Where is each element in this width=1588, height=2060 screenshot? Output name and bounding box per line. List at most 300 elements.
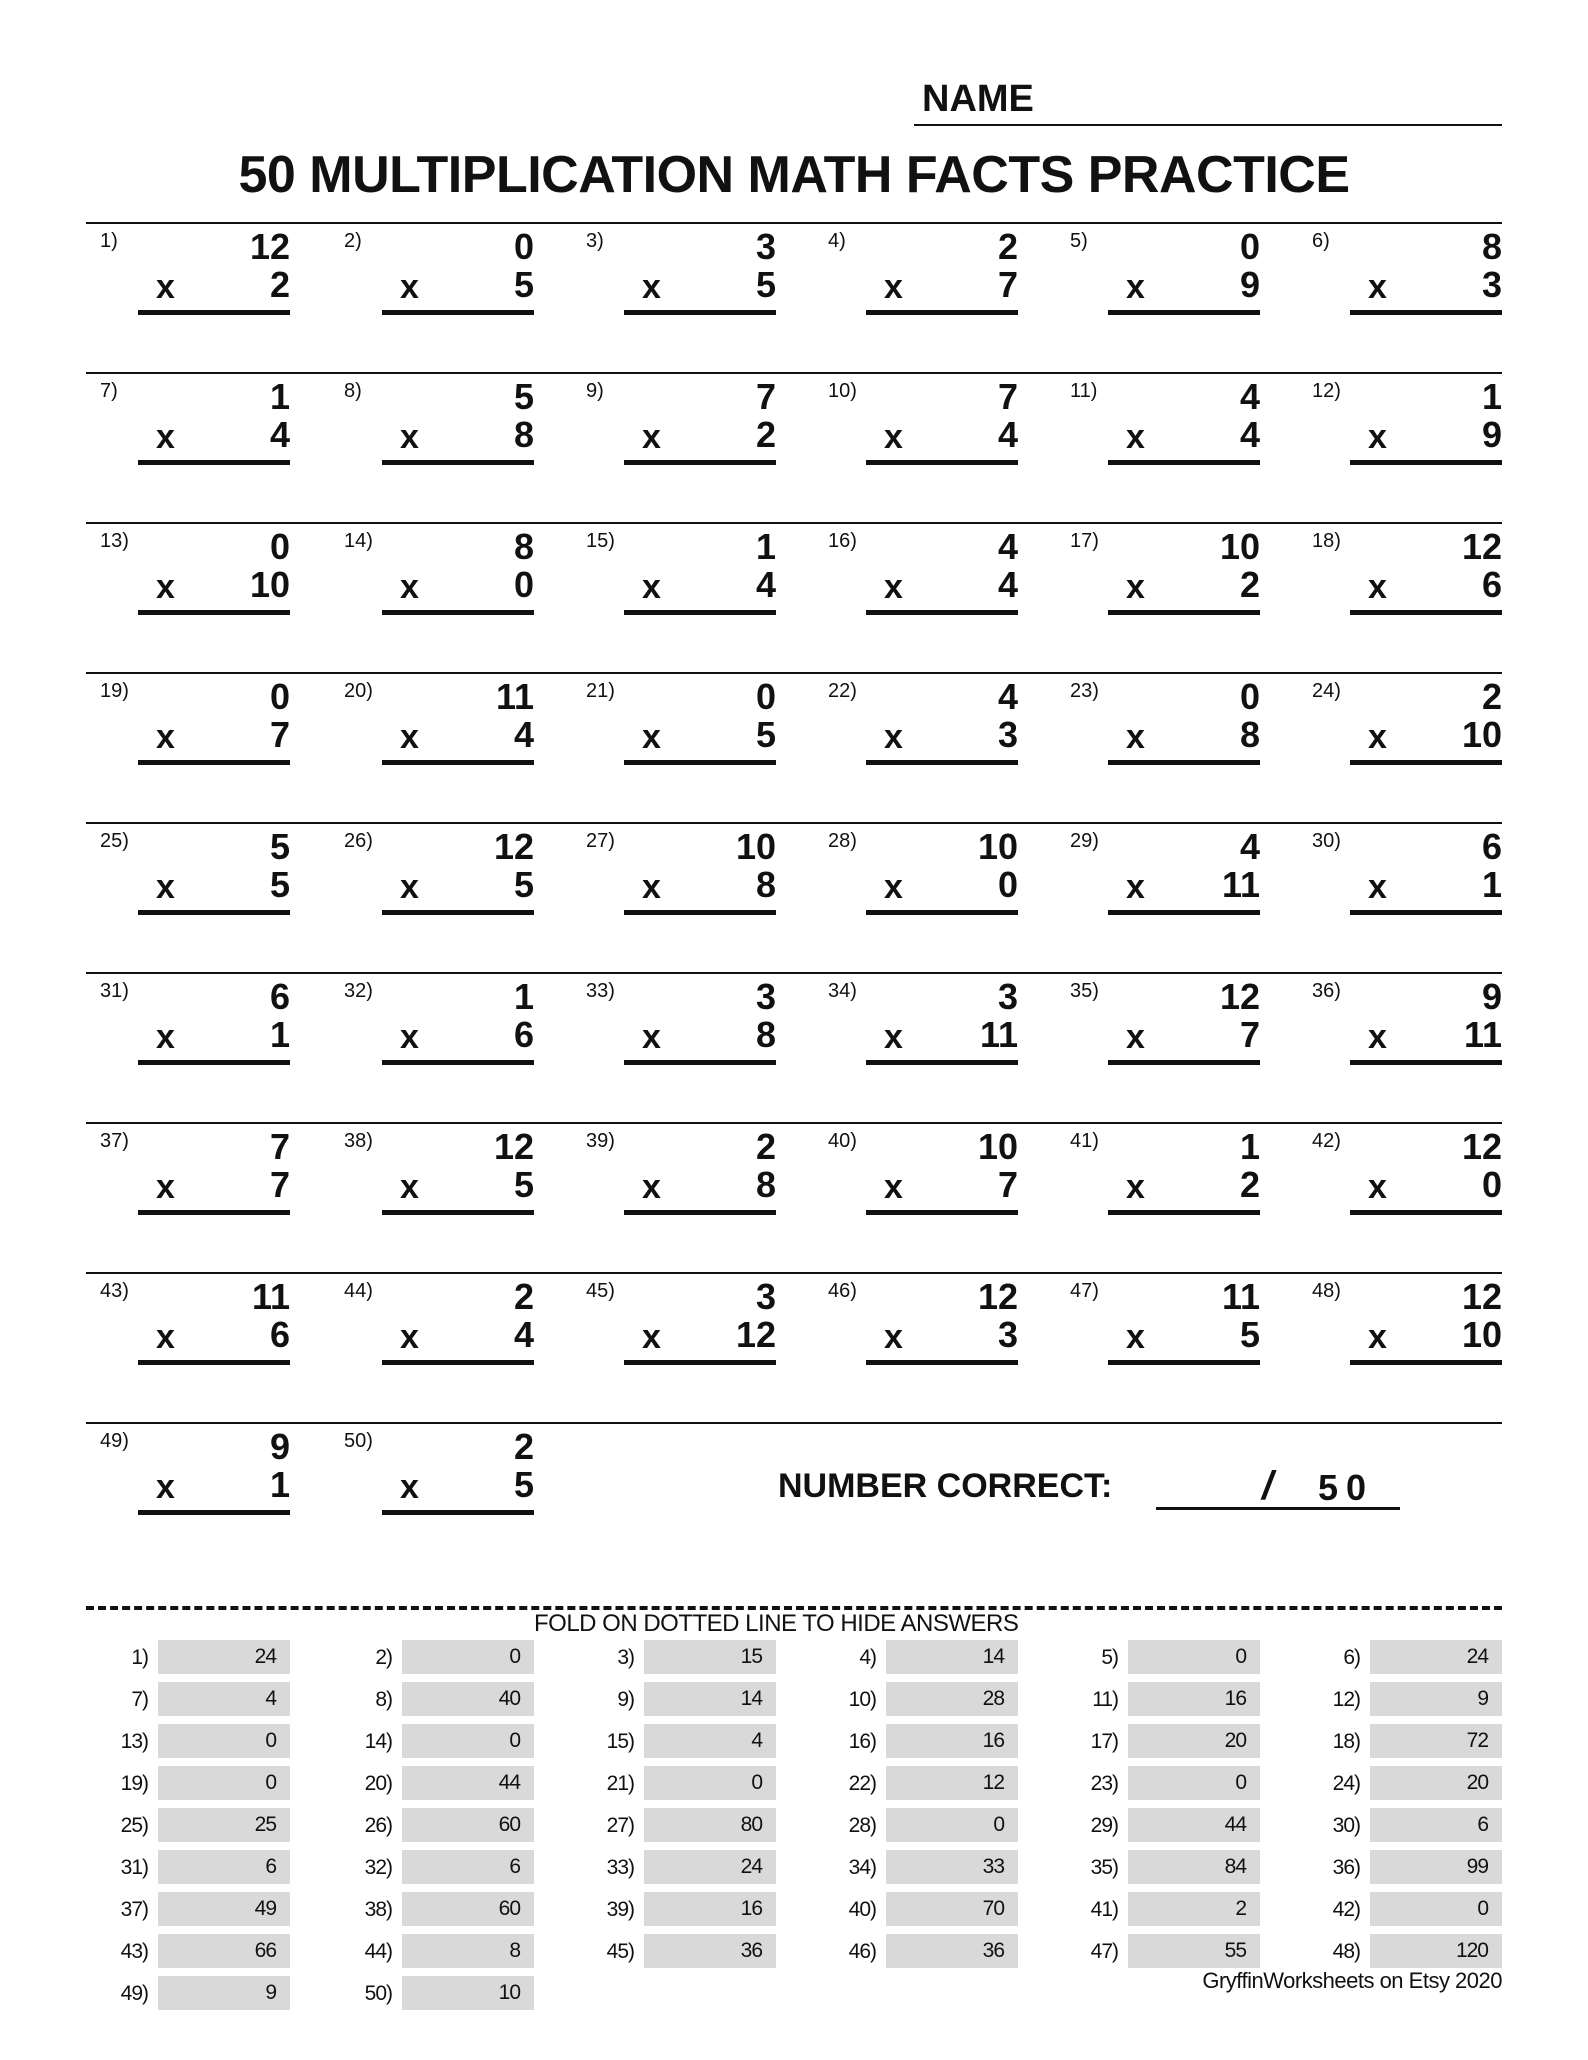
answer-key-number: 25) <box>120 1814 148 1837</box>
problem-item <box>1056 1272 1260 1382</box>
answer-key-value: 0 <box>158 1766 290 1800</box>
times-sign: x <box>156 1318 175 1356</box>
problem-item <box>1298 822 1502 932</box>
answer-line[interactable] <box>1350 310 1502 315</box>
answer-line[interactable] <box>138 760 290 765</box>
problem-number: 7) <box>100 380 118 402</box>
times-sign: x <box>642 718 661 756</box>
answer-key-number: 23) <box>1090 1772 1118 1795</box>
answer-line[interactable] <box>382 910 534 915</box>
answer-line[interactable] <box>1350 1060 1502 1065</box>
answer-key-value: 0 <box>1370 1892 1502 1926</box>
problem-top-factor: 12 <box>977 1276 1018 1317</box>
problem-top-factor: 9 <box>1481 976 1502 1017</box>
answer-line[interactable] <box>1350 910 1502 915</box>
row-separator <box>86 1122 1502 1124</box>
problem-top-factor: 7 <box>269 1126 290 1167</box>
times-sign: x <box>400 1318 419 1356</box>
times-sign: x <box>1126 1018 1145 1056</box>
problem-item <box>814 522 1018 632</box>
answer-line[interactable] <box>1350 610 1502 615</box>
answer-key-item <box>814 1640 1018 1676</box>
problem-number: 13) <box>100 530 129 552</box>
times-sign: x <box>884 868 903 906</box>
times-sign: x <box>1126 1168 1145 1206</box>
times-sign: x <box>156 1018 175 1056</box>
answer-line[interactable] <box>138 460 290 465</box>
answer-key-number: 46) <box>848 1940 876 1963</box>
times-sign: x <box>156 1468 175 1506</box>
answer-key-number: 49) <box>120 1982 148 2005</box>
answer-key-value: 120 <box>1370 1934 1502 1968</box>
answer-key-number: 24) <box>1332 1772 1360 1795</box>
problem-item <box>1056 822 1260 932</box>
problem-number: 24) <box>1312 680 1341 702</box>
problem-top-factor: 3 <box>997 976 1018 1017</box>
answer-key-value: 55 <box>1128 1934 1260 1968</box>
problem-number: 21) <box>586 680 615 702</box>
answer-key-item <box>86 1892 290 1928</box>
answer-line[interactable] <box>1350 760 1502 765</box>
answer-key-number: 20) <box>364 1772 392 1795</box>
problem-bottom-factor: 0 <box>997 864 1018 905</box>
answer-line[interactable] <box>866 310 1018 315</box>
fold-instruction: FOLD ON DOTTED LINE TO HIDE ANSWERS <box>534 1610 1019 1637</box>
answer-line[interactable] <box>624 310 776 315</box>
problem-number: 42) <box>1312 1130 1341 1152</box>
problem-top-factor: 12 <box>493 1126 534 1167</box>
problem-number: 8) <box>344 380 362 402</box>
answer-key-item <box>572 1766 776 1802</box>
problem-number: 38) <box>344 1130 373 1152</box>
answer-line[interactable] <box>624 460 776 465</box>
answer-key-number: 26) <box>364 1814 392 1837</box>
problem-top-factor: 10 <box>1219 526 1260 567</box>
problem-item <box>1298 222 1502 332</box>
times-sign: x <box>1126 1318 1145 1356</box>
problem-number: 50) <box>344 1430 373 1452</box>
problem-top-factor: 3 <box>755 976 776 1017</box>
answer-key-item <box>86 1766 290 1802</box>
answer-key-number: 27) <box>606 1814 634 1837</box>
problem-top-factor: 11 <box>495 676 534 717</box>
answer-key-value: 16 <box>886 1724 1018 1758</box>
problem-item <box>1056 222 1260 332</box>
problem-number: 32) <box>344 980 373 1002</box>
answer-line[interactable] <box>624 1360 776 1365</box>
problem-item <box>1056 372 1260 482</box>
answer-key-value: 9 <box>158 1976 290 2010</box>
problem-bottom-factor: 11 <box>979 1014 1018 1055</box>
answer-key-value: 16 <box>644 1892 776 1926</box>
problem-number: 35) <box>1070 980 1099 1002</box>
problem-number: 17) <box>1070 530 1099 552</box>
answer-key-value: 0 <box>402 1724 534 1758</box>
answer-key-value: 33 <box>886 1850 1018 1884</box>
answer-key-value: 4 <box>644 1724 776 1758</box>
answer-key-item <box>330 1808 534 1844</box>
answer-line[interactable] <box>866 1060 1018 1065</box>
problem-top-factor: 5 <box>269 826 290 867</box>
problem-top-factor: 1 <box>1239 1126 1260 1167</box>
number-correct-total: 50 <box>1318 1467 1375 1508</box>
problem-number: 44) <box>344 1280 373 1302</box>
answer-key-item <box>86 1724 290 1760</box>
answer-key-item <box>1298 1934 1502 1970</box>
answer-key-number: 21) <box>606 1772 634 1795</box>
row-separator <box>86 672 1502 674</box>
answer-key-number: 7) <box>131 1688 148 1711</box>
problem-item <box>814 222 1018 332</box>
problem-item <box>572 972 776 1082</box>
answer-key-number: 17) <box>1090 1730 1118 1753</box>
answer-key-value: 99 <box>1370 1850 1502 1884</box>
problem-top-factor: 2 <box>513 1426 534 1467</box>
problem-bottom-factor: 4 <box>1239 414 1260 455</box>
problem-bottom-factor: 1 <box>269 1464 290 1505</box>
answer-key-item <box>86 1640 290 1676</box>
problem-item <box>330 1122 534 1232</box>
problem-number: 22) <box>828 680 857 702</box>
answer-key-number: 42) <box>1332 1898 1360 1921</box>
answer-line[interactable] <box>866 460 1018 465</box>
problem-top-factor: 2 <box>997 226 1018 267</box>
answer-key-item <box>1298 1682 1502 1718</box>
problem-number: 48) <box>1312 1280 1341 1302</box>
answer-line[interactable] <box>138 1360 290 1365</box>
answer-line[interactable] <box>1350 1210 1502 1215</box>
problem-bottom-factor: 5 <box>513 264 534 305</box>
problem-item <box>86 672 290 782</box>
problem-bottom-factor: 3 <box>997 1314 1018 1355</box>
answer-line[interactable] <box>1108 460 1260 465</box>
problem-item <box>814 972 1018 1082</box>
times-sign: x <box>642 418 661 456</box>
problem-number: 28) <box>828 830 857 852</box>
answer-key-number: 28) <box>848 1814 876 1837</box>
answer-line[interactable] <box>866 760 1018 765</box>
answer-line[interactable] <box>138 310 290 315</box>
answer-key-item <box>330 1850 534 1886</box>
problem-number: 27) <box>586 830 615 852</box>
answer-key-value: 2 <box>1128 1892 1260 1926</box>
answer-line[interactable] <box>138 610 290 615</box>
answer-line[interactable] <box>382 610 534 615</box>
answer-key-value: 25 <box>158 1808 290 1842</box>
problem-top-factor: 10 <box>977 1126 1018 1167</box>
problem-bottom-factor: 6 <box>269 1314 290 1355</box>
answer-key-item <box>86 1934 290 1970</box>
problem-top-factor: 0 <box>269 676 290 717</box>
answer-key-number: 11) <box>1092 1688 1118 1711</box>
problem-top-factor: 11 <box>251 1276 290 1317</box>
answer-line[interactable] <box>138 910 290 915</box>
problem-bottom-factor: 2 <box>1239 1164 1260 1205</box>
answer-key-item <box>86 1682 290 1718</box>
times-sign: x <box>400 568 419 606</box>
answer-key-number: 34) <box>848 1856 876 1879</box>
problem-number: 34) <box>828 980 857 1002</box>
answer-key-number: 15) <box>606 1730 634 1753</box>
problem-top-factor: 2 <box>755 1126 776 1167</box>
answer-key-item <box>814 1892 1018 1928</box>
problem-number: 39) <box>586 1130 615 1152</box>
problem-number: 4) <box>828 230 846 252</box>
answer-key-item <box>814 1934 1018 1970</box>
problem-bottom-factor: 11 <box>1463 1014 1502 1055</box>
problem-top-factor: 0 <box>755 676 776 717</box>
problem-top-factor: 8 <box>513 526 534 567</box>
answer-line[interactable] <box>624 910 776 915</box>
problem-bottom-factor: 10 <box>1461 1314 1502 1355</box>
problem-bottom-factor: 12 <box>735 1314 776 1355</box>
problem-item <box>86 972 290 1082</box>
answer-line[interactable] <box>138 1210 290 1215</box>
problem-item <box>330 522 534 632</box>
problem-item <box>1298 372 1502 482</box>
answer-line[interactable] <box>138 1060 290 1065</box>
answer-key-item <box>572 1892 776 1928</box>
problem-bottom-factor: 4 <box>997 414 1018 455</box>
times-sign: x <box>400 1018 419 1056</box>
answer-key-item <box>572 1682 776 1718</box>
answer-key-value: 28 <box>886 1682 1018 1716</box>
answer-line[interactable] <box>1108 760 1260 765</box>
answer-line[interactable] <box>866 610 1018 615</box>
problem-bottom-factor: 8 <box>513 414 534 455</box>
answer-key-item <box>330 1640 534 1676</box>
answer-key-value: 0 <box>1128 1640 1260 1674</box>
answer-line[interactable] <box>624 1210 776 1215</box>
answer-line[interactable] <box>382 1210 534 1215</box>
problem-item <box>86 372 290 482</box>
problem-top-factor: 12 <box>1219 976 1260 1017</box>
problem-top-factor: 2 <box>1481 676 1502 717</box>
answer-line[interactable] <box>382 1510 534 1515</box>
problem-item <box>814 1272 1018 1382</box>
answer-key-item <box>1298 1640 1502 1676</box>
row-separator <box>86 222 1502 224</box>
problem-bottom-factor: 7 <box>269 714 290 755</box>
problem-number: 45) <box>586 1280 615 1302</box>
answer-line[interactable] <box>1108 1210 1260 1215</box>
problem-top-factor: 1 <box>513 976 534 1017</box>
answer-key-value: 44 <box>1128 1808 1260 1842</box>
answer-key-number: 8) <box>375 1688 392 1711</box>
problem-item <box>1298 1272 1502 1382</box>
problem-bottom-factor: 5 <box>755 264 776 305</box>
answer-line[interactable] <box>624 1060 776 1065</box>
answer-key-item <box>1298 1892 1502 1928</box>
times-sign: x <box>1368 568 1387 606</box>
times-sign: x <box>884 268 903 306</box>
answer-line[interactable] <box>1350 1360 1502 1365</box>
answer-key-item <box>572 1934 776 1970</box>
answer-key-value: 16 <box>1128 1682 1260 1716</box>
answer-key-item <box>86 1976 290 2012</box>
answer-line[interactable] <box>382 460 534 465</box>
answer-key-number: 3) <box>617 1646 634 1669</box>
answer-key-item <box>1056 1892 1260 1928</box>
answer-key-value: 12 <box>886 1766 1018 1800</box>
times-sign: x <box>156 718 175 756</box>
answer-key-value: 15 <box>644 1640 776 1674</box>
answer-line[interactable] <box>382 1360 534 1365</box>
problem-item <box>814 822 1018 932</box>
problem-item <box>1056 972 1260 1082</box>
answer-key-value: 20 <box>1370 1766 1502 1800</box>
answer-key-number: 16) <box>848 1730 876 1753</box>
answer-line[interactable] <box>1350 460 1502 465</box>
problem-item <box>572 1272 776 1382</box>
answer-key-value: 72 <box>1370 1724 1502 1758</box>
problem-top-factor: 6 <box>1481 826 1502 867</box>
times-sign: x <box>156 1168 175 1206</box>
footer-credit: GryffinWorksheets on Etsy 2020 <box>1202 1968 1502 1993</box>
problem-top-factor: 12 <box>1461 526 1502 567</box>
problem-number: 43) <box>100 1280 129 1302</box>
problem-item <box>330 1272 534 1382</box>
answer-key-value: 0 <box>886 1808 1018 1842</box>
answer-key-item <box>330 1892 534 1928</box>
times-sign: x <box>884 718 903 756</box>
problem-number: 3) <box>586 230 604 252</box>
times-sign: x <box>156 568 175 606</box>
problem-number: 11) <box>1070 380 1098 402</box>
answer-line[interactable] <box>866 910 1018 915</box>
problem-bottom-factor: 5 <box>1239 1314 1260 1355</box>
problem-item <box>1056 522 1260 632</box>
answer-key-item <box>330 1682 534 1718</box>
answer-key-value: 6 <box>158 1850 290 1884</box>
answer-key-item <box>330 1934 534 1970</box>
answer-line[interactable] <box>382 1060 534 1065</box>
problem-item <box>1298 522 1502 632</box>
problem-top-factor: 6 <box>269 976 290 1017</box>
answer-key-value: 6 <box>402 1850 534 1884</box>
answer-line[interactable] <box>382 760 534 765</box>
answer-key-value: 14 <box>886 1640 1018 1674</box>
problem-bottom-factor: 7 <box>997 264 1018 305</box>
problem-top-factor: 12 <box>493 826 534 867</box>
answer-key-item <box>1298 1850 1502 1886</box>
answer-key-number: 29) <box>1090 1814 1118 1837</box>
times-sign: x <box>1368 1318 1387 1356</box>
answer-key-value: 8 <box>402 1934 534 1968</box>
answer-line[interactable] <box>624 760 776 765</box>
problem-item <box>1056 1122 1260 1232</box>
answer-key-item <box>1056 1682 1260 1718</box>
problem-item <box>572 372 776 482</box>
problem-item <box>814 1122 1018 1232</box>
problem-top-factor: 7 <box>755 376 776 417</box>
problem-bottom-factor: 6 <box>1481 564 1502 605</box>
problem-number: 47) <box>1070 1280 1099 1302</box>
answer-key-value: 0 <box>158 1724 290 1758</box>
problem-top-factor: 12 <box>1461 1126 1502 1167</box>
answer-key-value: 60 <box>402 1808 534 1842</box>
answer-key-item <box>572 1808 776 1844</box>
answer-line[interactable] <box>1108 910 1260 915</box>
answer-line[interactable] <box>1108 610 1260 615</box>
answer-key-value: 24 <box>1370 1640 1502 1674</box>
problem-item <box>86 522 290 632</box>
problem-bottom-factor: 1 <box>269 1014 290 1055</box>
problem-top-factor: 1 <box>1481 376 1502 417</box>
answer-line[interactable] <box>866 1360 1018 1365</box>
problem-number: 5) <box>1070 230 1088 252</box>
times-sign: x <box>1368 268 1387 306</box>
answer-line[interactable] <box>1108 1060 1260 1065</box>
problem-number: 37) <box>100 1130 129 1152</box>
problem-bottom-factor: 4 <box>755 564 776 605</box>
problem-top-factor: 1 <box>269 376 290 417</box>
answer-key-number: 40) <box>848 1898 876 1921</box>
answer-key-item <box>86 1808 290 1844</box>
answer-key-number: 45) <box>606 1940 634 1963</box>
problem-item <box>1298 1122 1502 1232</box>
problem-number: 10) <box>828 380 857 402</box>
answer-key-number: 6) <box>1343 1646 1360 1669</box>
problem-number: 18) <box>1312 530 1341 552</box>
row-separator <box>86 1272 1502 1274</box>
answer-line[interactable] <box>138 1510 290 1515</box>
times-sign: x <box>884 568 903 606</box>
answer-key-item <box>1056 1640 1260 1676</box>
answer-key-number: 4) <box>859 1646 876 1669</box>
problem-bottom-factor: 5 <box>269 864 290 905</box>
answer-key-number: 44) <box>364 1940 392 1963</box>
answer-key-number: 35) <box>1090 1856 1118 1879</box>
times-sign: x <box>156 868 175 906</box>
problem-number: 30) <box>1312 830 1341 852</box>
problem-number: 31) <box>100 980 129 1002</box>
times-sign: x <box>400 1468 419 1506</box>
answer-key-value: 44 <box>402 1766 534 1800</box>
answer-line[interactable] <box>1108 310 1260 315</box>
answer-key-number: 39) <box>606 1898 634 1921</box>
answer-key-item <box>86 1850 290 1886</box>
answer-key-item <box>814 1682 1018 1718</box>
problem-number: 40) <box>828 1130 857 1152</box>
answer-key-value: 24 <box>158 1640 290 1674</box>
answer-line[interactable] <box>382 310 534 315</box>
answer-key-item <box>1056 1724 1260 1760</box>
times-sign: x <box>1126 268 1145 306</box>
answer-key-value: 0 <box>402 1640 534 1674</box>
answer-key-value: 84 <box>1128 1850 1260 1884</box>
answer-key-number: 47) <box>1090 1940 1118 1963</box>
answer-line[interactable] <box>1108 1360 1260 1365</box>
answer-line[interactable] <box>624 610 776 615</box>
answer-key-number: 30) <box>1332 1814 1360 1837</box>
answer-key-value: 66 <box>158 1934 290 1968</box>
problem-top-factor: 10 <box>735 826 776 867</box>
answer-key-item <box>572 1724 776 1760</box>
answer-line[interactable] <box>866 1210 1018 1215</box>
row-separator <box>86 822 1502 824</box>
problem-top-factor: 4 <box>997 676 1018 717</box>
problem-bottom-factor: 4 <box>513 714 534 755</box>
answer-key-value: 24 <box>644 1850 776 1884</box>
times-sign: x <box>400 418 419 456</box>
problem-item <box>86 1122 290 1232</box>
problem-item <box>330 672 534 782</box>
answer-key-number: 48) <box>1332 1940 1360 1963</box>
problem-bottom-factor: 3 <box>997 714 1018 755</box>
problem-item <box>572 672 776 782</box>
answer-key-number: 32) <box>364 1856 392 1879</box>
